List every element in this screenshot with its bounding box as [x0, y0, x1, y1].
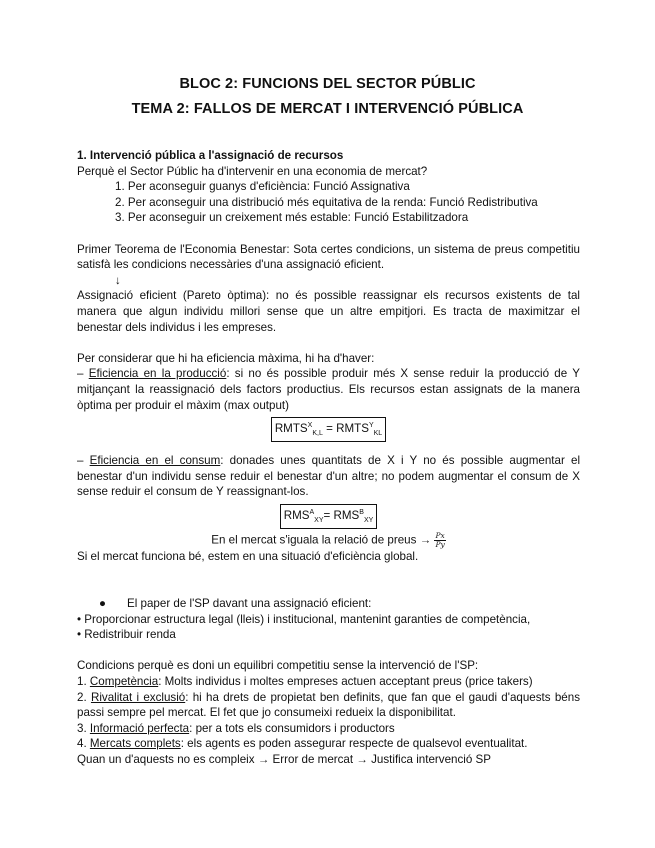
conditions-intro: Condicions perquè es doni un equilibri competitiu sense la intervenció de l'SP:: [77, 659, 479, 673]
list-item: 1. Per aconseguir guanys d'eficiència: Funció Assignativa: [115, 180, 410, 194]
price-ratio-fraction: $\frac{Px}{Py}$: [435, 531, 445, 550]
production-formula-row: [77, 417, 580, 442]
bullet-icon: ●: [99, 597, 107, 610]
production-efficiency-paragraph: – Eficiencia en la producció: si no és possible produir més X sense reduir la producció de Y mitjançant la reassignació dels factors productius. Els recursos estan assignats de la manera òptima per produir el màxim (max output): [77, 367, 580, 412]
condition-term: Rivalitat i exclusió: [90, 690, 186, 704]
price-ratio-line: En el mercat s'iguala la relació de preus → $\frac{Px}{Py}$: [211, 531, 445, 550]
condition-item: 4. Mercats complets: els agents es poden assegurar respecte de qualsevol eventualitat.: [77, 737, 528, 751]
conclusion-line: Quan un d'aquests no es compleix → Error de mercat → Justifica intervenció SP: [77, 752, 491, 766]
consumption-efficiency-paragraph: – Eficiencia en el consum: donades unes quantitats de X i Y no és possible augmentar el benestar d'un individu sense reduir el benestar d'un altre; no podem augmentar el consum de X sense reduir el consum de Y reassignant-los.: [77, 454, 581, 499]
production-formula-box: $RMTS^X_{K,L}$ = $RMTS^Y_{KL}$: [271, 417, 386, 442]
condition-term: Competència: [89, 674, 159, 688]
consumption-formula-box: $RMS^A_{XY}= RMS^B_{XY}$: [280, 504, 378, 529]
condition-term: Mercats complets: [89, 737, 181, 751]
condition-item: 2. Rivalitat i exclusió: hi ha drets de propietat ben definits, que fan que el gaudi d'aquests béns passi sempre pel mercat. El fet que jo consumeixi redueix la disponibilitat.: [77, 690, 580, 720]
page-title-bloc: BLOC 2: FUNCIONS DEL SECTOR PÚBLIC: [179, 76, 476, 92]
list-item: 2. Per aconseguir una distribució més equitativa de la renda: Funció Redistributiva: [115, 195, 538, 209]
condition-item: 1. Competència: Molts individus i moltes empreses actuen acceptant preus (price takers): [77, 674, 533, 688]
production-efficiency-term: Eficiencia en la producció: [88, 367, 227, 381]
consumption-formula-row: [77, 504, 580, 529]
list-item: 3. Per aconseguir un creixement més estable: Funció Estabilitzadora: [115, 211, 469, 225]
pareto-paragraph: Assignació eficient (Pareto òptima): no és possible reassignar els recursos existents de tal manera que algun individu millori sense que un altre empitjori. Es tracta de maximitzar el benestar dels individus i les empreses.: [77, 289, 580, 334]
condition-term: Informació perfecta: [89, 721, 190, 735]
down-arrow-icon: ↓: [115, 273, 121, 287]
intro-question: Perquè el Sector Públic ha d'intervenir en una economia de mercat?: [77, 164, 428, 178]
global-efficiency-line: Si el mercat funciona bé, estem en una situació d'eficiència global.: [77, 550, 419, 564]
sp-role-heading: ● El paper de l'SP davant una assignació eficient:: [77, 596, 580, 612]
list-item: • Redistribuir renda: [77, 628, 176, 642]
max-efficiency-intro: Per considerar que hi ha eficiencia màxima, hi ha d'haver:: [77, 351, 375, 365]
list-item: • Proporcionar estructura legal (lleis) i institucional, mantenint garanties de competència,: [77, 612, 531, 626]
document-body: [77, 148, 580, 768]
sp-role-list: [77, 612, 580, 643]
condition-item: 3. Informació perfecta: per a tots els consumidors i productors: [77, 721, 395, 735]
page-title-tema: TEMA 2: FALLOS DE MERCAT I INTERVENCIÓ PÚBLICA: [131, 101, 524, 117]
section-heading: 1. Intervenció pública a l'assignació de recursos: [77, 149, 344, 162]
reasons-list: [77, 179, 580, 226]
consumption-efficiency-term: Eficiencia en el consum: [89, 454, 221, 468]
theorem-paragraph: Primer Teorema de l'Economia Benestar: Sota certes condicions, un sistema de preus competitiu satisfà les condicions necessàries d'una assignació eficient.: [77, 242, 580, 272]
